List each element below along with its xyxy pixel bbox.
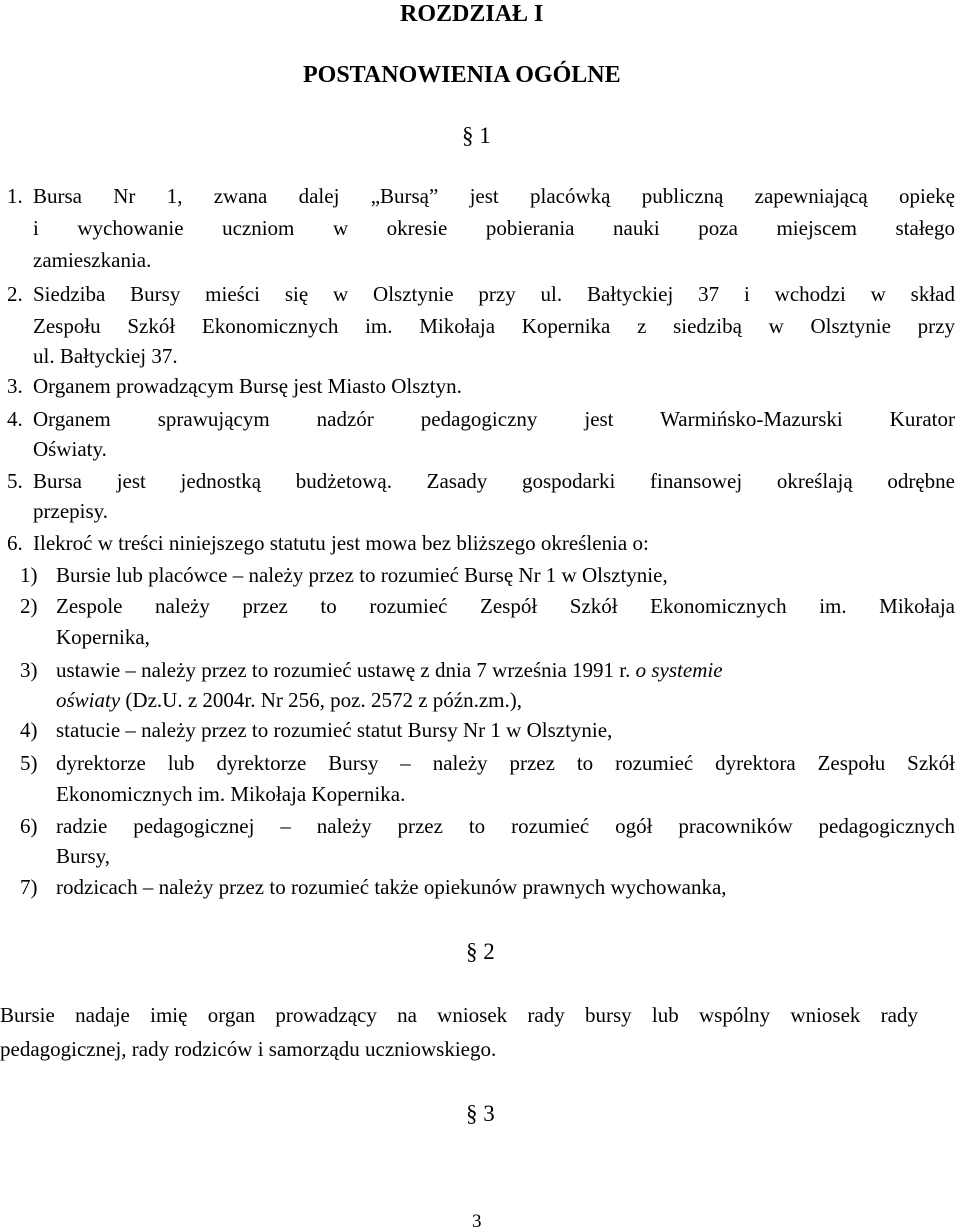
item-5-number: 5. [7,469,23,493]
item-1-line-1: Bursa Nr 1, zwana dalej „Bursą” jest placówką publiczną zapewniającą opiekę [33,184,955,208]
item-2-line-2: Zespołu Szkół Ekonomicznych im. Mikołaja Kopernika z siedzibą w Olsztynie przy [33,314,955,338]
definition-4-number: 4) [20,718,38,742]
definition-4-line-1: statucie – należy przez to rozumieć statut Bursy Nr 1 w Olsztynie, [56,718,613,742]
item-3-line-1: Organem prowadzącym Bursę jest Miasto Olsztyn. [33,374,462,398]
definition-3-line-2 [56,690,522,711]
chapter-title: ROZDZIAŁ I [400,1,544,27]
definition-5-line-1: dyrektorze lub dyrektorze Bursy – należy przez to rozumieć dyrektora Zespołu Szkół [56,751,955,775]
definition-3-act-title-part-2: oświaty [56,688,121,712]
item-4-line-1: Organem sprawującym nadzór pedagogiczny jest Warmińsko-Mazurski Kurator [33,407,955,431]
definition-6-line-2: Bursy, [56,844,111,868]
item-2-line-3: ul. Bałtyckiej 37. [33,344,178,368]
definition-7-line-1: rodzicach – należy przez to rozumieć także opiekunów prawnych wychowanka, [56,875,727,899]
item-1-number: 1. [7,184,23,208]
item-6-number: 6. [7,531,23,555]
definition-1-line-1: Bursie lub placówce – należy przez to rozumieć Bursę Nr 1 w Olsztynie, [56,563,668,587]
definition-3-number: 3) [20,658,38,682]
definition-3-line-1 [56,660,723,681]
definition-6-number: 6) [20,814,38,838]
item-4-number: 4. [7,407,23,431]
definition-2-line-1: Zespole należy przez to rozumieć Zespół Szkół Ekonomicznych im. Mikołaja [56,594,955,618]
definition-5-line-2: Ekonomicznych im. Mikołaja Kopernika. [56,782,406,806]
definition-1-number: 1) [20,563,38,587]
section-1-mark: § 1 [462,123,491,148]
item-5-line-2: przepisy. [33,499,109,523]
item-3-number: 3. [7,374,23,398]
definition-3-text: ustawie – należy przez to rozumieć ustawę z dnia 7 września 1991 r. [56,658,636,682]
section-2-mark: § 2 [466,939,495,964]
item-5-line-1: Bursa jest jednostką budżetową. Zasady gospodarki finansowej określają odrębne [33,469,955,493]
section-3-mark: § 3 [466,1101,495,1126]
chapter-subtitle: POSTANOWIENIA OGÓLNE [303,62,621,88]
section-2-line-1: Bursie nadaje imię organ prowadzący na wniosek rady bursy lub wspólny wniosek rady [0,1003,918,1027]
definition-2-number: 2) [20,594,38,618]
definition-3-citation: (Dz.U. z 2004r. Nr 256, poz. 2572 z późn.zm.), [120,688,522,712]
definition-6-line-1: radzie pedagogicznej – należy przez to rozumieć ogół pracowników pedagogicznych [56,814,955,838]
item-1-line-2: i wychowanie uczniom w okresie pobierania nauki poza miejscem stałego [33,216,955,240]
definition-5-number: 5) [20,751,38,775]
item-1-line-3: zamieszkania. [33,248,152,272]
definition-2-line-2: Kopernika, [56,625,150,649]
item-2-line-1: Siedziba Bursy mieści się w Olsztynie przy ul. Bałtyckiej 37 i wchodzi w skład [33,282,955,306]
page-number: 3 [472,1211,482,1232]
item-2-number: 2. [7,282,23,306]
item-4-line-2: Oświaty. [33,437,107,461]
item-6-line-1: Ilekroć w treści niniejszego statutu jest mowa bez bliższego określenia o: [33,531,649,555]
definition-3-act-title-part-1: o systemie [635,658,723,682]
definition-7-number: 7) [20,875,38,899]
section-2-line-2: pedagogicznej, rady rodziców i samorządu uczniowskiego. [0,1037,497,1061]
